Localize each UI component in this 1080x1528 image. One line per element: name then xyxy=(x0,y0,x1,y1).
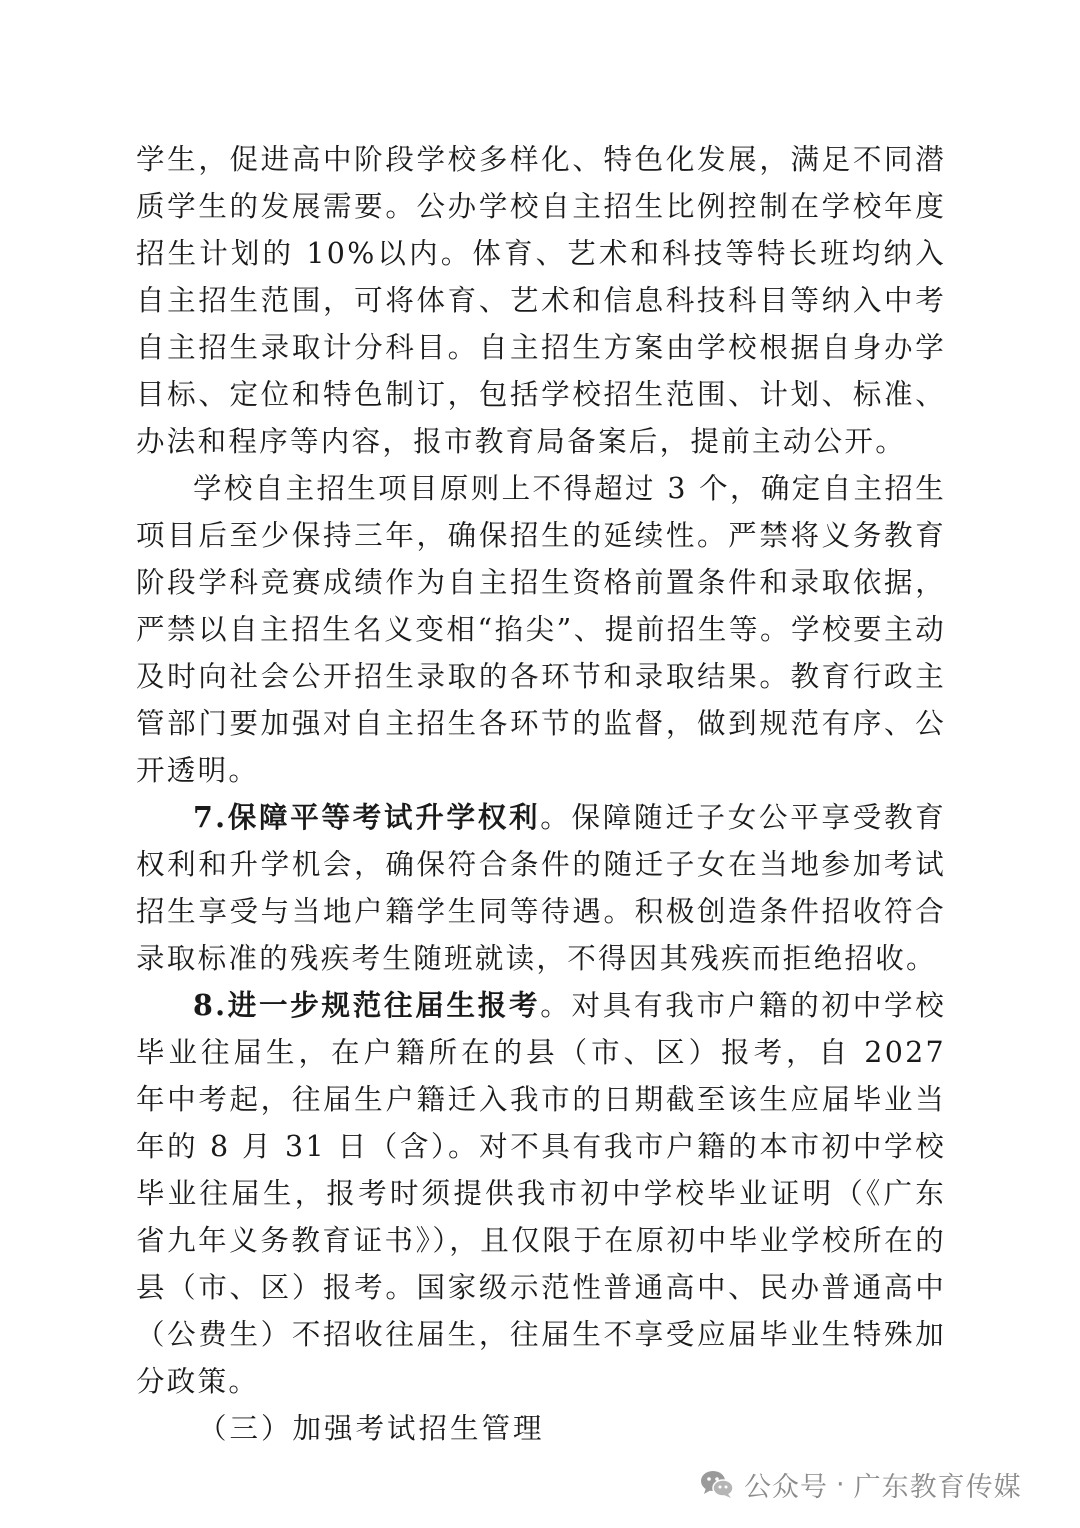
watermark-label: 公众号 xyxy=(744,1471,828,1503)
section-heading: （三）加强考试招生管理 xyxy=(198,1412,545,1445)
item-7-text: 。保障随迁子女公平享受教育权利和升学机会，确保符合条件的随迁子女在当地参加考试招生享受与当地户籍学生同等待遇。积极创造条件招收符合录取标准的残疾考生随班就读，不得因其残疾而拒绝招收。 xyxy=(136,801,946,975)
item-8-text: 。对具有我市户籍的初中学校毕业往届生，在户籍所在的县（市、区）报考，自 2027 年中考起，往届生户籍迁入我市的日期截至该生应届毕业当年的 8 月 31 日（含）。对不具有我市户籍的本市初中学校毕业往届生，报考时须提供我市初中学校毕业证明（《广东省九年义务教育证书》），且仅限于在原初中毕业学校所在的县（市、区）报考。国家级示范性普通高中、民办普通高中（公费生）不招收往届生，往届生不享受应届毕业生特殊加分政策。 xyxy=(136,989,946,1398)
document-body xyxy=(136,136,946,1452)
paragraph-previous-graduates xyxy=(136,982,946,1405)
item-8-heading: 8.进一步规范往届生报考 xyxy=(193,988,541,1022)
watermark-account: 广东教育传媒 xyxy=(853,1471,1022,1503)
wechat-icon xyxy=(700,1469,734,1499)
item-7-heading: 7.保障平等考试升学权利 xyxy=(193,800,541,834)
paragraph-equal-rights xyxy=(136,794,946,982)
paragraph-admission-projects: 学校自主招生项目原则上不得超过 3 个，确定自主招生项目后至少保持三年，确保招生的延续性。严禁将义务教育阶段学科竞赛成绩作为自主招生资格前置条件和录取依据，严禁以自主招生名义变相“掐尖”、提前招生等。学校要主动及时向社会公开招生录取的各环节和录取结果。教育行政主管部门要加强对自主招生各环节的监督，做到规范有序、公开透明。 xyxy=(136,472,946,787)
wechat-watermark xyxy=(700,1462,1022,1506)
paragraph-continuation: 学生，促进高中阶段学校多样化、特色化发展，满足不同潜质学生的发展需要。公办学校自主招生比例控制在学校年度招生计划的 10%以内。体育、艺术和科技等特长班均纳入自主招生范围，可将体育、艺术和信息科技科目等纳入中考自主招生录取计分科目。自主招生方案由学校根据自身办学目标、定位和特色制订，包括学校招生范围、计划、标准、办法和程序等内容，报市教育局备案后，提前主动公开。 xyxy=(136,143,946,458)
watermark-separator: · xyxy=(836,1468,846,1500)
